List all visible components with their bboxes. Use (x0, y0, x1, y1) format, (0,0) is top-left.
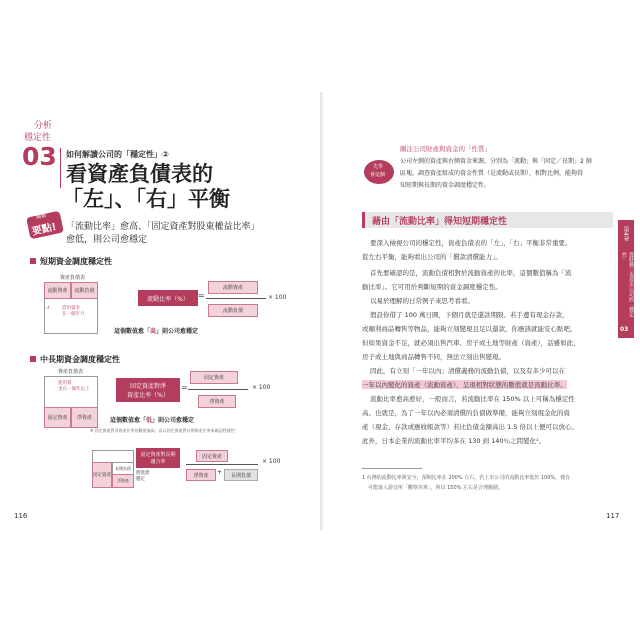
key-point-line2: 愈低，則公司愈穩定 (66, 235, 148, 245)
short-term-heading: 短期資金調度穩定性 (40, 257, 112, 266)
key-point-badge-small: 關鍵 (35, 212, 47, 221)
alt-longliab: 長期負債 (112, 462, 134, 476)
key-point-line1: 「流動比率」愈高、「固定資產對股東權益比率」 (66, 222, 260, 232)
page-title-line2: 「左」、「右」平衡 (62, 187, 230, 211)
mid-fixed-assets: 固定資產 (44, 407, 71, 428)
paragraph-line: 產（現金、存款或應收帳款等）若比負債金額高出 1.5 倍以上便可以放心。 (362, 423, 578, 431)
paragraph-line: 但如果資金不足，就必須出售汽車、房子或土地等財產（資產），話雖如此， (362, 339, 580, 347)
alt-note: 愈低愈 穩定 (136, 471, 150, 482)
alt-times: × 100 (262, 458, 281, 465)
section-category: 分析 (34, 121, 53, 131)
paragraph-line: 房子或土地與商品轉售不同，無法立刻出售變現。 (362, 353, 505, 361)
memo-line-2: 區塊。調查資產組成的資金性質（是流動或長期），相對比例，能夠得 (400, 170, 584, 177)
key-point-badge-label: 要點! (31, 221, 58, 238)
section-sub: 穩定性 (24, 133, 52, 143)
short-note1: 借用資金 在一個年月 (62, 306, 85, 317)
paragraph-line: 此外，日本企業的流動比率平均多在 130 到 140％之間變化¹。 (362, 437, 546, 445)
mid-term-heading: 中長期資金調度穩定性 (40, 355, 120, 364)
short-numerator: 流動資產 (208, 281, 258, 294)
fraction-bar (186, 464, 258, 465)
memo-line-1: 公司左側的資產與右側資金來源，分別為「流動」與「固定／長期」2 個 (400, 158, 592, 165)
section-number: 03 (22, 142, 57, 171)
paragraph-line: 以易於理解的日常例子來思考看看。 (370, 297, 474, 305)
mid-note1: 使用資 金在一個年以上 (58, 381, 90, 392)
mid-ratio-label: 固定資產對淨 資產比率（%） (116, 378, 180, 402)
equals-sign: = (181, 383, 188, 392)
fraction-bar (206, 298, 266, 299)
alt-numerator: 固定資產 (196, 450, 228, 462)
alt-den2: 長期負債 (224, 469, 258, 481)
mid-times: × 100 (252, 384, 271, 391)
short-times: × 100 (268, 294, 287, 301)
paragraph-line: 首先要確認的是，流動負債相對於流動資產的比率，這個數值稱為「流 (370, 269, 572, 277)
paragraph-line: 要深入檢視公司的穩定性，資產負債表的「左」、「右」平衡非常重要。 (370, 239, 572, 247)
side-tab-text: 從財務三表看出公司的「穩定性」 (621, 252, 634, 317)
side-tab (618, 220, 634, 338)
mid-equity: 淨資產 (71, 407, 98, 428)
memo-badge-line2: 會這個 (370, 172, 386, 178)
paragraph-line: 或順利商品轉售等物品，能夠立刻變現且足以還款，你應該就能安心點吧。 (362, 325, 577, 333)
header-divider (60, 148, 61, 188)
paragraph-line: 動比率」。它可用於判斷短期的資金調度穩定性。 (362, 283, 502, 291)
short-current-liab: 流動負債 (71, 282, 98, 299)
memo-line-0: 關注公司財產與資金的「性質」 (400, 145, 491, 153)
memo-badge (364, 160, 394, 184)
mid-footnote: ※ 固定資產對淨資產比率的數值偏高，再以固定資產對長期資產比率來確認穩健性！ (90, 428, 239, 433)
short-current-assets: 流動資產 (44, 282, 71, 299)
page-fold (320, 92, 324, 530)
footnote-rule (362, 468, 422, 469)
alt-den1: 淨資產 (186, 469, 216, 481)
memo-line-3: 知短期與長期的資金調度穩定性。 (400, 182, 491, 189)
equals-sign: = (198, 291, 205, 300)
bullet-marker (30, 258, 36, 264)
page-title-line1: 看資產負債表的 (66, 162, 213, 186)
alt-fixed-assets: 固定資產 (92, 462, 112, 488)
right-page-number: 117 (606, 512, 620, 520)
footnote-line1: 1 台灣的流動比率與安全，預期比率在 200% 左右，若上市公司的流動比率低於 100%，便有 (362, 475, 571, 481)
short-bs-label: 資產負債表 (60, 275, 86, 281)
mid-denominator: 淨資產 (198, 395, 236, 408)
bullet-marker (30, 356, 36, 362)
mid-numerator: 固定資產 (190, 371, 238, 384)
mid-bs-label: 資產負債表 (58, 369, 84, 375)
short-note2-arrow: ↺ (46, 305, 50, 310)
alt-plus: + (217, 469, 223, 476)
left-page-number: 116 (14, 512, 28, 520)
side-tab-chapter: 第4章 (622, 226, 629, 242)
paragraph-line: 從左右平衡，能夠看出公司的「償款清償能力」。 (362, 253, 502, 261)
alt-ratio-label: 固定資產對長期 適合率 (136, 448, 180, 468)
page-subtitle: 如何解讀公司的「穩定性」② (66, 150, 169, 159)
fraction-bar (188, 389, 248, 390)
paragraph-line: 假設你借了 100 萬日圓，下個月就是還款期限。若手邊有現金存款， (370, 311, 569, 319)
paragraph-line: 高。也就是，為了一年以內必須清償的負債做準備，能夠立刻現金化的資 (362, 409, 570, 417)
side-tab-number: 03 (620, 326, 629, 333)
paragraph-line: 因此，有立刻「一年以內」清償義務的流動負債，以及有多少可以在 (370, 367, 565, 375)
paragraph-line: 流動比率愈高愈好，一般而言，若流動比率在 150% 以上可稱為穩定性 (370, 395, 575, 403)
memo-badge-line1: 先學 (373, 164, 384, 170)
section-heading: 藉由「流動比率」得知短期穩定性 (372, 217, 508, 227)
alt-equity: 淨資產 (112, 474, 134, 488)
paragraph-line-highlight: 一年以內變化的資產（流動資產），呈現相對狀態的數值就是流動比率。 (362, 381, 567, 389)
short-conclusion: 這個數值愈「高」則公司愈穩定 (114, 328, 199, 335)
short-ratio-label: 流動比率（%） (138, 290, 198, 306)
footnote-line2: 可能落入證交所「觀察名單」，所以 150% 左右是合理範圍。 (368, 485, 503, 491)
short-denominator: 流動負債 (208, 304, 258, 317)
mid-conclusion: 這個數值愈「低」則公司愈穩定 (110, 417, 195, 424)
